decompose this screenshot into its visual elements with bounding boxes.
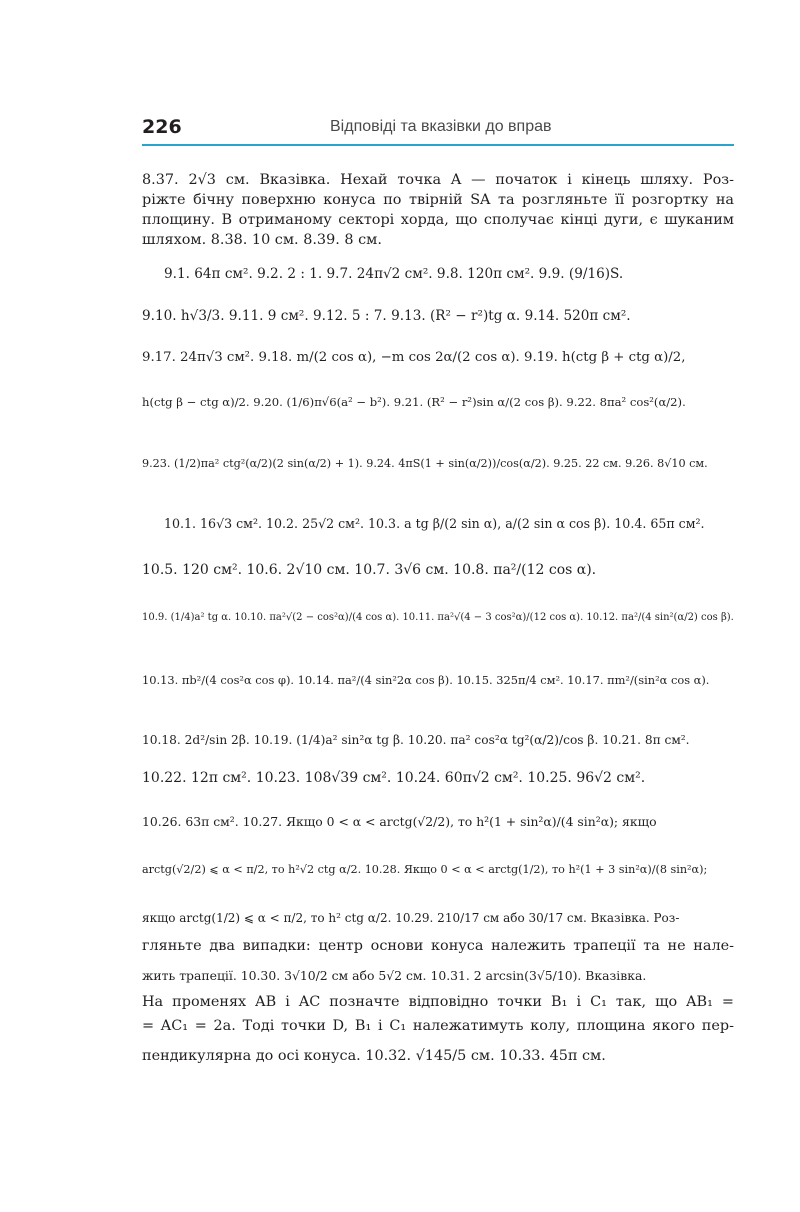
answer-line: площину. В отриманому секторі хорда, що сполучає кінці дуги, є шуканим [142, 212, 734, 228]
answer-line: 8.37. 2√3 см. Вказівка. Нехай точка A — початок і кінець шляху. Роз- [142, 172, 734, 188]
answer-line: 10.22. 12π см². 10.23. 108√39 см². 10.24. 60π√2 см². 10.25. 96√2 см². [142, 770, 646, 786]
answer-line: пендикулярна до осі конуса. 10.32. √145/5 см. 10.33. 45π см. [142, 1048, 606, 1064]
answer-line: шляхом. 8.38. 10 см. 8.39. 8 см. [142, 232, 382, 248]
answer-line: = AC₁ = 2a. Тоді точки D, B₁ і C₁ належатимуть колу, площина якого пер- [142, 1018, 734, 1034]
answer-line: 10.5. 120 см². 10.6. 2√10 см. 10.7. 3√6 см. 10.8. πa²/(12 cos α). [142, 562, 597, 578]
answer-line: arctg(√2/2) ⩽ α < π/2, то h²√2 ctg α/2. 10.28. Якщо 0 < α < arctg(1/2), то h²(1 + 3 sin²α)/(8 sin²α); [142, 863, 708, 876]
answer-line: 9.1. 64π см². 9.2. 2 : 1. 9.7. 24π√2 см². 9.8. 120π см². 9.9. (9/16)S. [164, 266, 624, 282]
answer-line: 10.9. (1/4)a² tg α. 10.10. πa²√(2 − cos²α)/(4 cos α). 10.11. πa²√(4 − 3 cos²α)/(12 cos α). 10.12. πa²/(4 sin²(α/2) cos β). [142, 612, 734, 623]
answer-line: якщо arctg(1/2) ⩽ α < π/2, то h² ctg α/2. 10.29. 210/17 см або 30/17 см. Вказівка. Роз- [142, 911, 680, 925]
page-header [142, 112, 734, 144]
answer-line: ріжте бічну поверхню конуса по твірній SA та розгляньте її розгортку на [142, 192, 734, 208]
answer-line: 10.13. πb²/(4 cos²α cos φ). 10.14. πa²/(4 sin²2α cos β). 10.15. 325π/4 см². 10.17. πm²/(sin²α cos α). [142, 673, 710, 687]
answer-line: 9.17. 24π√3 см². 9.18. m/(2 cos α), −m cos 2α/(2 cos α). 9.19. h(ctg β + ctg α)/2, [142, 350, 686, 365]
answer-line: жить трапеції. 10.30. 3√10/2 см або 5√2 см. 10.31. 2 arcsin(3√5/10). Вказівка. [142, 968, 647, 983]
answer-line: 9.23. (1/2)πa² ctg²(α/2)(2 sin(α/2) + 1). 9.24. 4πS(1 + sin(α/2))/cos(α/2). 9.25. 22 см. 9.26. 8√10 см. [142, 457, 708, 470]
answer-line: На променях AB і AC позначте відповідно точки B₁ і C₁ так, що AB₁ = [142, 994, 734, 1010]
answer-line: 10.26. 63π см². 10.27. Якщо 0 < α < arctg(√2/2), то h²(1 + sin²α)/(4 sin²α); якщо [142, 814, 657, 829]
answer-line: 10.18. 2d²/sin 2β. 10.19. (1/4)a² sin²α tg β. 10.20. πa² cos²α tg²(α/2)/cos β. 10.21. 8π см². [142, 733, 690, 747]
answer-line: гляньте два випадки: центр основи конуса належить трапеції та не нале- [142, 938, 734, 954]
page-number: 226 [142, 116, 182, 138]
answer-line: 10.1. 16√3 см². 10.2. 25√2 см². 10.3. a tg β/(2 sin α), a/(2 sin α cos β). 10.4. 65π см². [164, 516, 705, 531]
running-title: Відповіді та вказівки до вправ [330, 118, 552, 135]
answer-line: h(ctg β − ctg α)/2. 9.20. (1/6)π√6(a² − b²). 9.21. (R² − r²)sin α/(2 cos β). 9.22. 8πa² cos²(α/2). [142, 395, 686, 409]
answer-line: 9.10. h√3/3. 9.11. 9 см². 9.12. 5 : 7. 9.13. (R² − r²)tg α. 9.14. 520π см². [142, 308, 631, 324]
header-rule [142, 144, 734, 146]
